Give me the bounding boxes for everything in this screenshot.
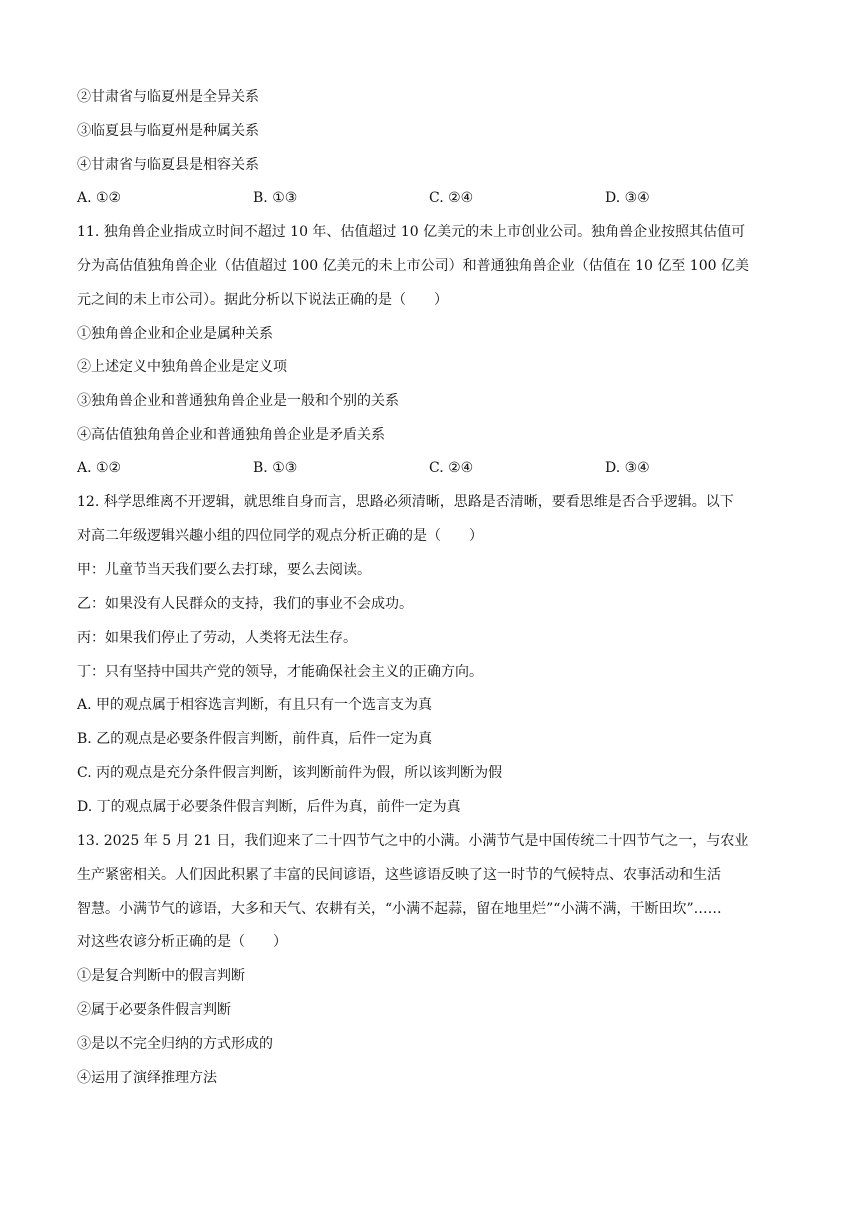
- q12-option-d: D. 丁的观点属于必要条件假言判断，后件为真，前件一定为真: [77, 799, 461, 815]
- q10-option-b: B. ①③: [253, 190, 298, 206]
- q10-option-d: D. ③④: [605, 190, 650, 206]
- q11-statement-4: ④高估值独角兽企业和普通独角兽企业是矛盾关系: [77, 427, 385, 443]
- q11-statement-1: ①独角兽企业和企业是属种关系: [77, 326, 273, 342]
- q12-stem-line-2: 对高二年级逻辑兴趣小组的四位同学的观点分析正确的是（ ）: [77, 528, 483, 544]
- q11-stem-line-3: 元之间的未上市公司）。据此分析以下说法正确的是（ ）: [77, 292, 448, 308]
- q11-option-c: C. ②④: [429, 460, 474, 476]
- q12-option-b: B. 乙的观点是必要条件假言判断，前件真，后件一定为真: [77, 731, 433, 747]
- q13-statement-3: ③是以不完全归纳的方式形成的: [77, 1036, 273, 1052]
- q11-option-d: D. ③④: [605, 460, 650, 476]
- q12-statement-jia: 甲：儿童节当天我们要么去打球，要么去阅读。: [77, 562, 371, 578]
- q13-stem-line-4: 对这些农谚分析正确的是（ ）: [77, 934, 287, 950]
- q10-option-c: C. ②④: [429, 190, 474, 206]
- q13-statement-1: ①是复合判断中的假言判断: [77, 968, 245, 984]
- q11-stem-line-2: 分为高估值独角兽企业（估值超过 100 亿美元的未上市公司）和普通独角兽企业（估值在 10 亿至 100 亿美: [77, 258, 749, 274]
- q11-statement-3: ③独角兽企业和普通独角兽企业是一般和个别的关系: [77, 393, 399, 409]
- q13-statement-4: ④运用了演绎推理方法: [77, 1070, 217, 1086]
- q10-options: [77, 188, 783, 208]
- q12-statement-bing: 丙：如果我们停止了劳动，人类将无法生存。: [77, 630, 357, 646]
- q13-stem-line-2: 生产紧密相关。人们因此积累了丰富的民间谚语，这些谚语反映了这一时节的气候特点、农事活动和生活: [77, 867, 721, 883]
- q13-statement-2: ②属于必要条件假言判断: [77, 1002, 231, 1018]
- q11-statement-2: ②上述定义中独角兽企业是定义项: [77, 359, 287, 375]
- q12-option-c: C. 丙的观点是充分条件假言判断，该判断前件为假，所以该判断为假: [77, 765, 503, 781]
- q13-stem-line-1: 13. 2025 年 5 月 21 日，我们迎来了二十四节气之中的小满。小满节气是中国传统二十四节气之一，与农业: [77, 833, 749, 849]
- q12-option-a: A. 甲的观点属于相容选言判断，有且只有一个选言支为真: [77, 697, 433, 713]
- q13-stem-line-3: 智慧。小满节气的谚语，大多和天气、农耕有关，“小满不起蒜，留在地里烂”“小满不满，干断田坎”……: [77, 901, 722, 917]
- q12-stem-line-1: 12. 科学思维离不开逻辑，就思维自身而言，思路必须清晰，思路是否清晰，要看思维是否合乎逻辑。以下: [77, 494, 734, 510]
- q11-option-b: B. ①③: [253, 460, 298, 476]
- q10-statement-2: ②甘肃省与临夏州是全异关系: [77, 89, 259, 105]
- q11-option-a: A. ①②: [77, 460, 122, 476]
- q10-option-a: A. ①②: [77, 190, 122, 206]
- q11-options: [77, 458, 783, 478]
- q12-statement-ding: 丁：只有坚持中国共产党的领导，才能确保社会主义的正确方向。: [77, 664, 483, 680]
- q12-statement-yi: 乙：如果没有人民群众的支持，我们的事业不会成功。: [77, 596, 413, 612]
- q10-statement-3: ③临夏县与临夏州是种属关系: [77, 123, 259, 139]
- q11-stem-line-1: 11. 独角兽企业指成立时间不超过 10 年、估值超过 10 亿美元的未上市创业公司。独角兽企业按照其估值可: [77, 224, 746, 240]
- q10-statement-4: ④甘肃省与临夏县是相容关系: [77, 157, 259, 173]
